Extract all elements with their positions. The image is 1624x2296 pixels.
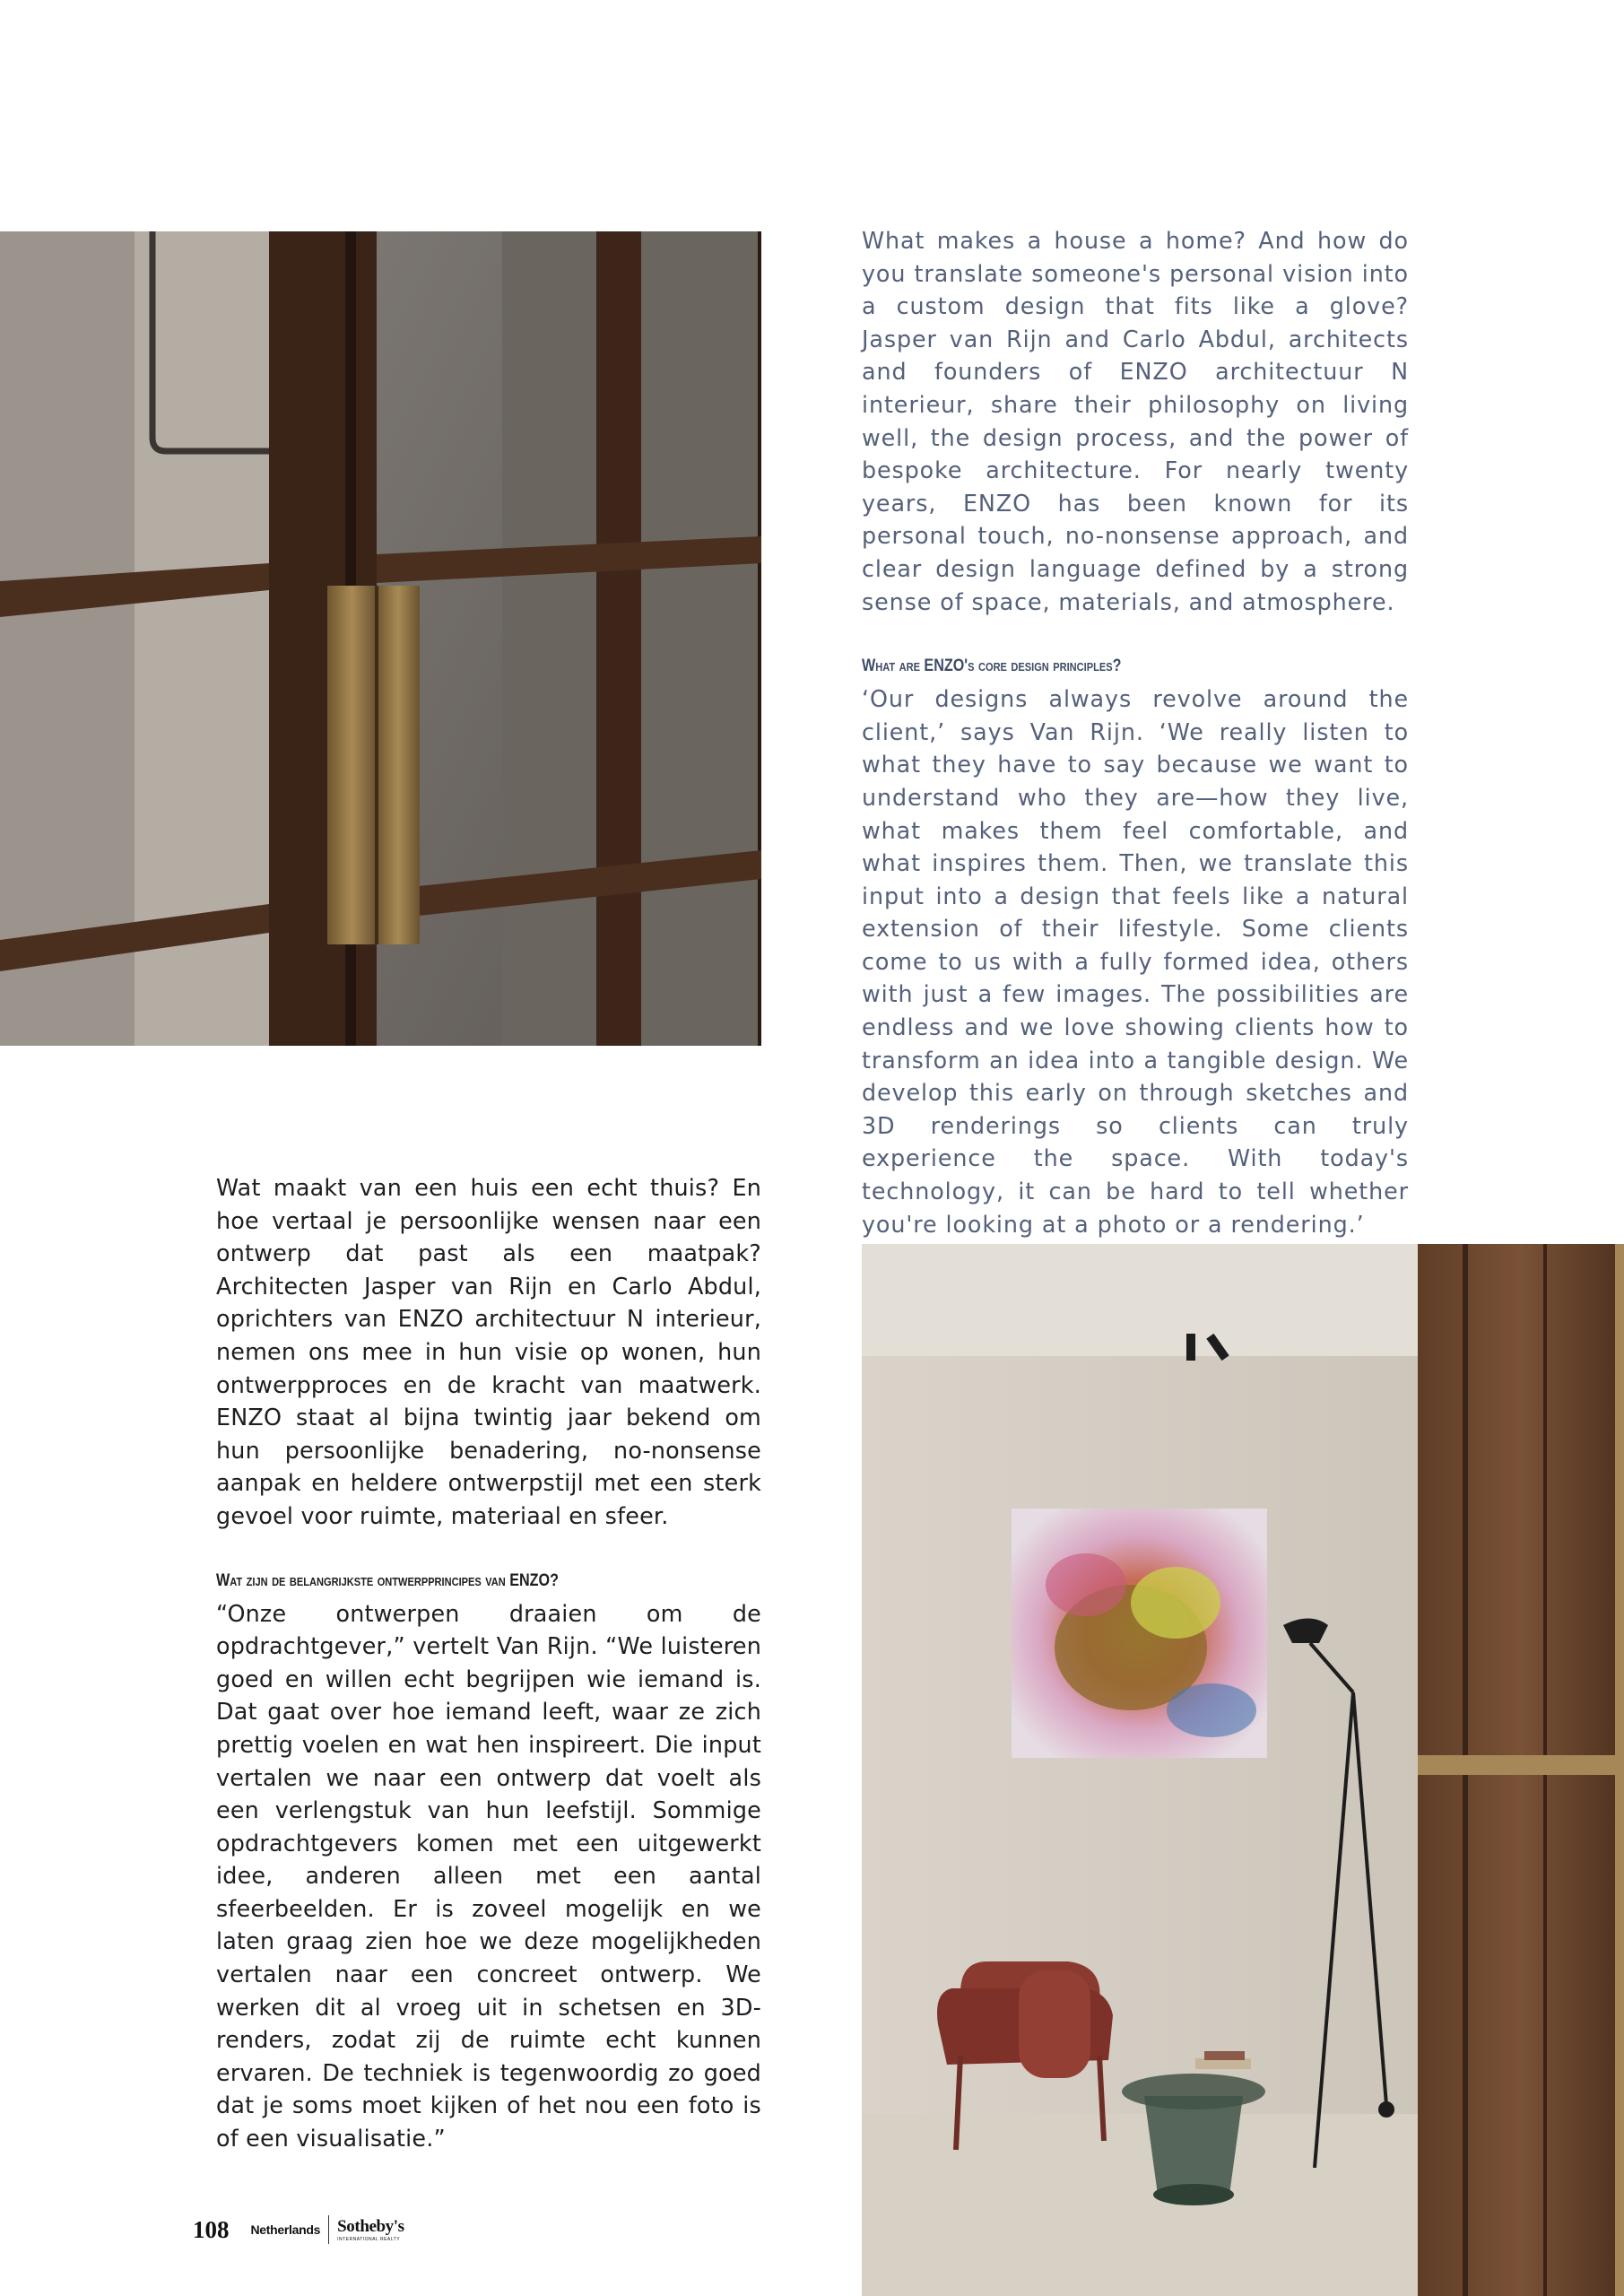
door-photo xyxy=(0,231,761,1046)
brand-name: Sotheby's xyxy=(337,2216,404,2236)
dutch-intro: Wat maakt van een huis een echt thuis? En hoe vertaal je persoonlijke wensen naar een ontwerp dat past als een maatpak? Architecten Jasper van Rijn en Carlo Abdul, oprichters van ENZO architectuur N interieur, nemen ons mee in hun visie op wonen, hun ontwerpproces en de kracht van maatwerk. ENZO staat al bijna twintig jaar bekend om hun persoonlijke benadering, no-nonsense aanpak en heldere ontwerpstijl met een sterk gevoel voor ruimte, materiaal en sfeer. xyxy=(216,1174,761,1529)
english-subheading: What are ENZO's core design principles? xyxy=(862,657,1122,676)
interior-photo xyxy=(862,1244,1624,2296)
english-intro: What makes a house a home? And how do you translate someone's personal vision into a custom design that fits like a glove? Jasper van Rijn and Carlo Abdul, architects and founders of ENZO architectuur N interieur, share their philosophy on living well, the design process, and the power of bespoke architecture. For nearly twenty years, ENZO has been known for its personal touch, no-nonsense approach, and clear design language defined by a strong sense of space, materials, and atmosphere. xyxy=(862,227,1409,615)
brand-subtitle: INTERNATIONAL REALTY xyxy=(337,2236,401,2242)
english-answer: ‘Our designs always revolve around the client,’ says Van Rijn. ‘We really listen to what they have to say because we want to understand who they are—how they live, what makes them feel comfortable, and what inspires them. Then, we translate this input into a design that feels like a natural extension of their lifestyle. Some clients come to us with a fully formed idea, others with just a few images. The possibilities are endless and we love showing clients how to transform an idea into a tangible design. We develop this early on through sketches and 3D renderings so clients can truly experience the space. With today's technology, it can be hard to tell whether you're looking at a photo or a rendering.’ xyxy=(862,685,1409,1238)
region-label: Netherlands xyxy=(250,2222,321,2237)
english-article xyxy=(862,224,1409,1240)
page-number: 108 xyxy=(193,2215,230,2243)
footer-divider xyxy=(328,2215,329,2244)
dutch-subheading: Wat zijn de belangrijkste ontwerpprincipes van ENZO? xyxy=(216,1570,559,1590)
page-footer xyxy=(193,2206,404,2253)
sothebys-logo xyxy=(337,2218,404,2242)
dutch-article xyxy=(216,1171,761,2155)
dutch-answer: “Onze ontwerpen draaien om de opdrachtgever,” vertelt Van Rijn. “We luisteren goed en willen echt begrijpen wie iemand is. Dat gaat over hoe iemand leeft, waar ze zich prettig voelen en wat hen inspireert. Die input vertalen we naar een ontwerp dat voelt als een verlengstuk van hun leefstijl. Sommige opdrachtgevers komen met een uitgewerkt idee, anderen alleen met een aantal sfeerbeelden. Er is zoveel mogelijk en we laten graag zien hoe we deze mogelijkheden vertalen naar een concreet ontwerp. We werken dit al vroeg uit in schetsen en 3D-renders, zodat zij de ruimte echt kunnen ervaren. De techniek is tegenwoordig zo goed dat je soms moet kijken of het nou een foto is of een visualisatie.” xyxy=(216,1599,761,2152)
